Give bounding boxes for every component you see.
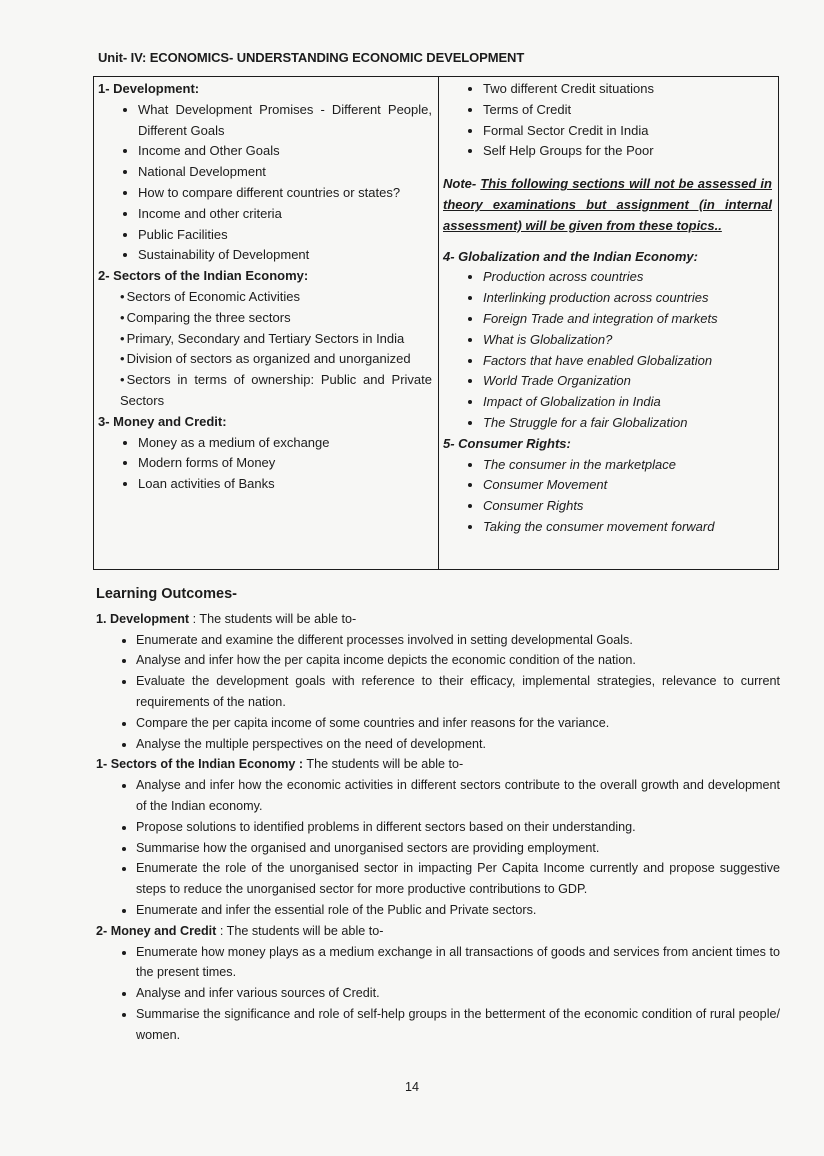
sectors-outcomes-list: [96, 775, 780, 921]
learning-outcomes: [96, 584, 780, 1046]
outcome-group-subtitle: : The students will be able to-: [216, 923, 384, 938]
list-item: • Compare the per capita income of some countries and infer reasons for the variance.: [136, 713, 780, 734]
list-item: • Enumerate and examine the different processes involved in setting developmental Goals.: [136, 630, 780, 651]
section-consumer-rights-title: 5- Consumer Rights:: [443, 435, 571, 451]
section-sectors-title: 2- Sectors of the Indian Economy:: [98, 268, 309, 284]
note-label: Note-: [443, 176, 477, 192]
list-item: • Terms of Credit: [483, 100, 772, 121]
list-item: • Analyse the multiple perspectives on the need of development.: [136, 734, 780, 755]
section-development-title: 1- Development:: [98, 81, 200, 96]
outcome-group-subtitle: The students will be able to-: [303, 757, 464, 772]
list-item: • Sustainability of Development: [138, 245, 432, 266]
list-item: • Summarise how the organised and unorganised sectors are providing employment.: [136, 838, 780, 859]
list-item: • Factors that have enabled Globalization: [483, 351, 772, 372]
globalization-topics-list: [443, 267, 772, 433]
note-text: This following sections will not be assessed in theory examinations but assignment (in internal assessment) will be given from these topics..: [443, 176, 772, 233]
list-item: • Summarise the significance and role of self-help groups in the betterment of the economic condition of rural people/ women.: [136, 1004, 780, 1046]
list-item: • Money as a medium of exchange: [138, 433, 432, 454]
list-item: • Income and other criteria: [138, 204, 432, 225]
list-item: • Loan activities of Banks: [138, 474, 432, 495]
list-item: • Sectors in terms of ownership: Public and Private Sectors: [120, 370, 432, 412]
list-item: • Division of sectors as organized and unorganized: [120, 349, 432, 370]
development-topics-list: [98, 100, 432, 266]
list-item: • Propose solutions to identified problems in different sectors based on their understanding.: [136, 817, 780, 838]
list-item: • Enumerate and infer the essential role of the Public and Private sectors.: [136, 900, 780, 921]
list-item: • Enumerate the role of the unorganised sector in impacting Per Capita Income currently and propose suggestive steps to reduce the unorganised sector for more productive contributions to GDP.: [136, 858, 780, 900]
sectors-topics-list: [98, 287, 432, 412]
outcome-group-number: 1.: [96, 611, 107, 626]
outcome-group-heading: [96, 754, 780, 775]
section-money-credit-title: 3- Money and Credit:: [98, 413, 227, 429]
list-item: • World Trade Organization: [483, 371, 772, 392]
outcome-group-title: 1- Sectors of the Indian Economy :: [96, 757, 304, 772]
page-title: Unit- IV: ECONOMICS- UNDERSTANDING ECONOMIC DEVELOPMENT: [98, 50, 525, 65]
list-item: • Consumer Rights: [483, 496, 772, 517]
list-item: • Analyse and infer how the economic activities in different sectors contribute to the overall growth and development of the Indian economy.: [136, 775, 780, 817]
list-item: • Production across countries: [483, 267, 772, 288]
list-item: • What is Globalization?: [483, 330, 772, 351]
development-outcomes-list: [96, 630, 780, 755]
list-item: • What Development Promises - Different People, Different Goals: [138, 100, 432, 142]
outcome-group-heading: [96, 921, 780, 942]
list-item: • Primary, Secondary and Tertiary Sectors in India: [120, 329, 432, 350]
money-credit-continued-list: [443, 79, 772, 162]
outcome-group-title: Development: [110, 611, 190, 626]
section-globalization-title: 4- Globalization and the Indian Economy:: [443, 248, 698, 264]
list-item: • Income and Other Goals: [138, 141, 432, 162]
outcome-group-subtitle: : The students will be able to-: [189, 611, 357, 626]
list-item: • How to compare different countries or states?: [138, 183, 432, 204]
list-item: • Impact of Globalization in India: [483, 392, 772, 413]
money-credit-topics-list: [98, 433, 432, 495]
list-item: • Analyse and infer how the per capita income depicts the economic condition of the nation.: [136, 650, 780, 671]
learning-outcomes-title: Learning Outcomes-: [96, 586, 237, 602]
list-item: • Foreign Trade and integration of markets: [483, 309, 772, 330]
consumer-rights-topics-list: [443, 455, 772, 538]
list-item: • Consumer Movement: [483, 475, 772, 496]
list-item: • Comparing the three sectors: [120, 308, 432, 329]
list-item: • Analyse and infer various sources of Credit.: [136, 983, 780, 1004]
page-number: 14: [404, 1080, 419, 1094]
list-item: • National Development: [138, 162, 432, 183]
list-item: • Sectors of Economic Activities: [120, 287, 432, 308]
list-item: • Modern forms of Money: [138, 453, 432, 474]
assessment-note: [443, 174, 772, 236]
list-item: • Two different Credit situations: [483, 79, 772, 100]
list-item: • Interlinking production across countries: [483, 288, 772, 309]
list-item: • Public Facilities: [138, 225, 432, 246]
left-column: [94, 77, 439, 570]
outcome-group-title: 2- Money and Credit: [96, 923, 217, 938]
list-item: • Formal Sector Credit in India: [483, 121, 772, 142]
list-item: • Evaluate the development goals with reference to their efficacy, implemental strategies, relevance to current requirements of the nation.: [136, 671, 780, 713]
syllabus-table: [93, 76, 779, 570]
list-item: • The consumer in the marketplace: [483, 455, 772, 476]
list-item: • The Struggle for a fair Globalization: [483, 413, 772, 434]
right-column: [439, 77, 779, 570]
money-credit-outcomes-list: [96, 942, 780, 1046]
outcome-group-heading: [96, 609, 780, 630]
list-item: • Self Help Groups for the Poor: [483, 141, 772, 162]
list-item: • Enumerate how money plays as a medium exchange in all transactions of goods and services from ancient times to the present times.: [136, 942, 780, 984]
list-item: • Taking the consumer movement forward: [483, 517, 772, 538]
